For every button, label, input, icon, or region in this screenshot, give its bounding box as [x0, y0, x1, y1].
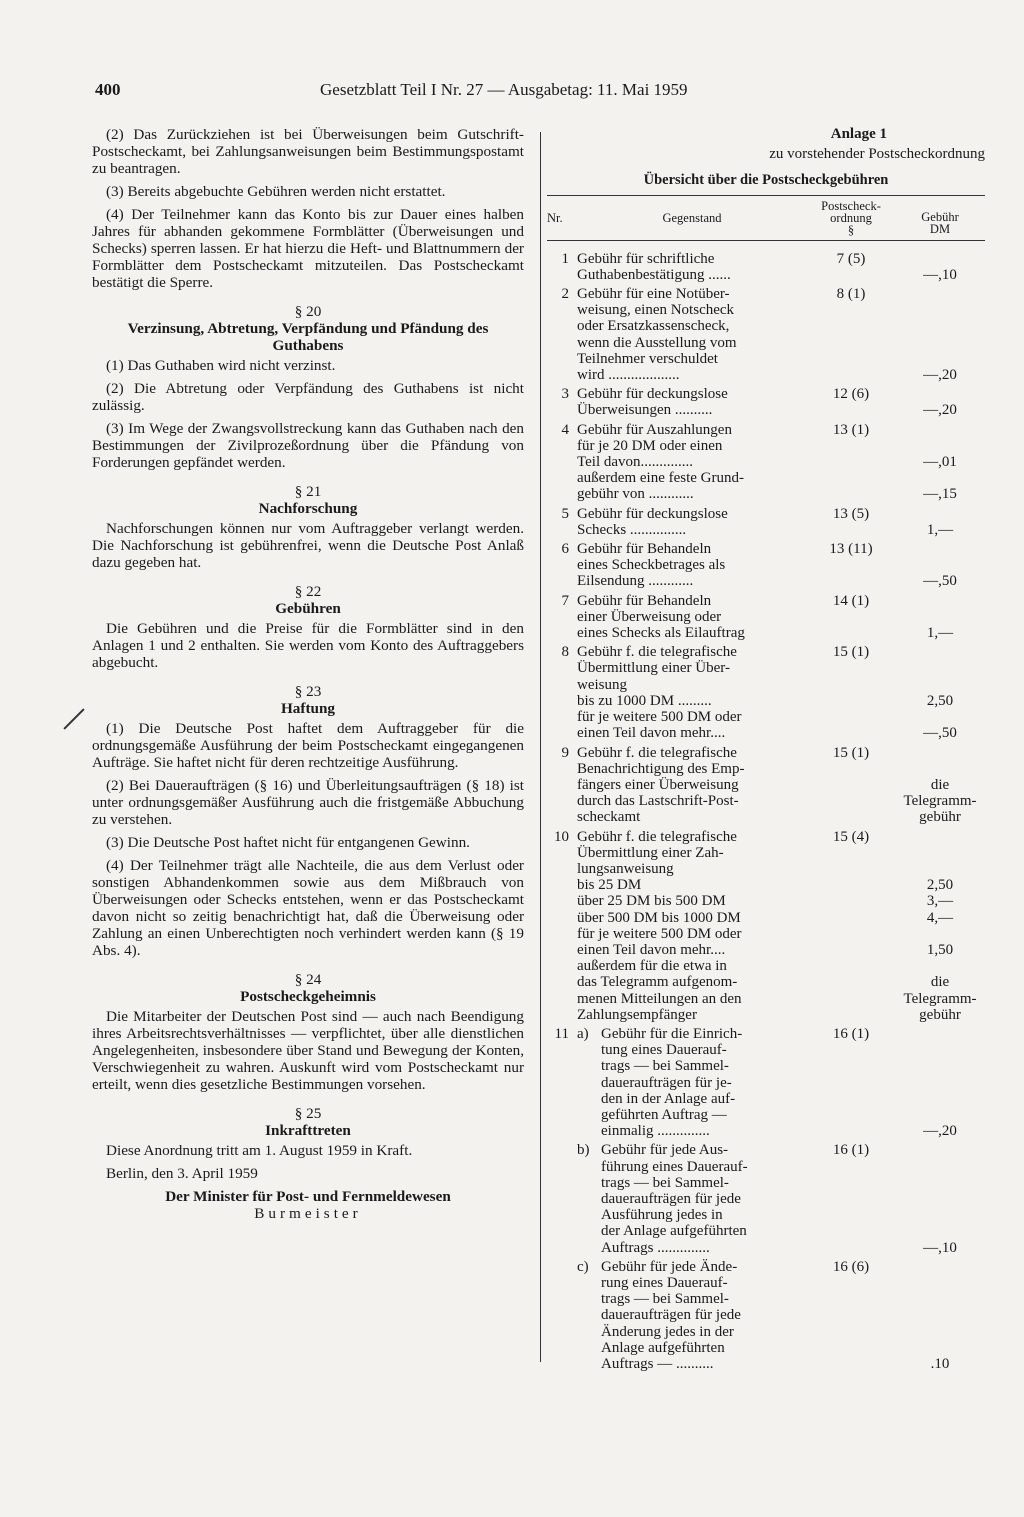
fee-row-number — [547, 1142, 577, 1255]
paragraph: (1) Die Deutsche Post haftet dem Auftraggeber für die ordnungsgemäße Ausführung der beim Postscheckamt eingegangenen Aufträge. Sie haftet nicht für deren rechtzeitige Ausführung. — [92, 720, 524, 771]
fee-row-number: 8 — [561, 644, 569, 661]
fee-row-number: 9 — [561, 744, 569, 761]
fee-row-description: Gebühr f. die telegrafische Übermittlung einer Zah- lungsanweisung bis 25 DM über 25 DM bis 500 DM über 500 DM bis 1000 DM für je weitere 500 DM oder einen Teil davon mehr.... außerdem für die etwa in das Telegramm aufgenom- menen Mitteilungen an den Zahlungsempfänger — [577, 828, 742, 1023]
fee-row-paragraph: 16 (6) — [832, 1258, 870, 1275]
column-divider — [540, 132, 541, 1362]
fee-row — [547, 1259, 985, 1372]
fee-row — [547, 1026, 985, 1139]
gazette-title: Gesetzblatt Teil I Nr. 27 — Ausgabetag: 11. Mai 1959 — [320, 80, 688, 99]
fee-row-paragraph: 16 (1) — [832, 1142, 870, 1159]
header-ordnung-line: Postscheck- — [821, 198, 881, 213]
fee-row — [547, 644, 985, 741]
section-title: Verzinsung, Abtretung, Verpfändung und Pfändung des Guthabens — [127, 320, 489, 354]
fee-row — [547, 386, 985, 418]
fee-row-number: 10 — [554, 828, 569, 845]
fee-row-description: Gebühr für jede Ände- rung eines Dauerauf- trags — bei Sammel- daueraufträgen für jede Änderung jedes in der Anlage aufgeführten Auftrags — .......... — [601, 1258, 741, 1373]
paragraph: (3) Die Deutsche Post haftet nicht für entgangenen Gewinn. — [106, 834, 470, 851]
header-gebuehr — [895, 201, 985, 235]
fee-row-description: Gebühr für Behandeln einer Überweisung oder eines Schecks als Eilauftrag — [577, 592, 745, 642]
fee-row-number: 11 — [554, 1025, 569, 1042]
fee-row-paragraph: 7 (5) — [836, 250, 866, 267]
fee-row-description: Gebühr für deckungslose Überweisungen .......... — [577, 386, 728, 419]
header-gegenstand: Gegenstand — [662, 210, 722, 225]
fee-row-number: 5 — [561, 505, 569, 522]
paragraph: Nachforschungen können nur vom Auftraggeber verlangt werden. Die Nachforschung ist gebührenfrei, wenn die Deutsche Post Anlaß dazu gegeben hat. — [92, 520, 524, 571]
paragraph: (1) Das Guthaben wird nicht verzinst. — [106, 357, 336, 374]
fee-row-sub: a) — [577, 1025, 589, 1042]
fee-row-paragraph: 13 (5) — [832, 505, 870, 522]
section-title: Postscheckgeheimnis — [240, 988, 376, 1005]
section-number: § 24 — [294, 971, 322, 988]
header-ordnung-line: § — [847, 222, 855, 237]
fee-row-amount: —,20 — [923, 367, 957, 384]
anlage-title: Anlage 1 — [830, 126, 887, 142]
fee-row-amount: 1,— — [926, 521, 954, 538]
right-column — [547, 126, 985, 1375]
fee-row — [547, 829, 985, 1023]
section-number: § 23 — [294, 683, 322, 700]
fee-row-amount: 2,50 3,— 4,— 1,50 die Telegramm- gebühr — [903, 877, 977, 1023]
fee-row-paragraph: 13 (11) — [829, 541, 873, 558]
page-header — [95, 80, 985, 106]
fee-row-paragraph: 15 (1) — [832, 644, 870, 661]
fee-row-paragraph: 12 (6) — [832, 386, 870, 403]
fee-row — [547, 251, 985, 283]
signature-minister: Der Minister für Post- und Fernmeldewesen — [165, 1188, 451, 1205]
paragraph: Die Mitarbeiter der Deutschen Post sind — auch nach Beendigung ihres Arbeitsrechtsverhältnisses — verpflichtet, über alle dienstlichen Angelegenheiten, insbesondere über Stand und Bewegung der Konten, Verschwiegenheit zu wahren. Auskunft wird vom Postscheckamt nur erteilt, wenn dies gesetzliche Bestimmungen vorsehen. — [92, 1008, 524, 1093]
fee-row-paragraph: 15 (1) — [832, 744, 870, 761]
section-title: Nachforschung — [258, 500, 358, 517]
fee-row-paragraph: 8 (1) — [836, 286, 866, 303]
fee-row-description: Gebühr f. die telegrafische Übermittlung einer Über- weisung bis zu 1000 DM ......... für je weitere 500 DM oder einen Teil davon mehr.... — [577, 644, 742, 742]
signature-place-date: Berlin, den 3. April 1959 — [106, 1165, 258, 1182]
section-title: Gebühren — [275, 600, 341, 617]
header-gebuehr-line: Gebühr — [921, 209, 959, 224]
page-number: 400 — [95, 80, 121, 99]
paragraph: (2) Bei Daueraufträgen (§ 16) und Überleitungsaufträgen (§ 18) ist unter ordnungsgemäßer Ausführung auch die fristgemäße Abbuchung zu verstehen. — [92, 777, 524, 828]
paragraph: (3) Im Wege der Zwangsvollstreckung kann das Guthaben nach den Bestimmungen der Zivilprozeßordnung über die Pfändung von Forderungen gepfändet werden. — [92, 420, 524, 471]
header-nr: Nr. — [547, 210, 563, 225]
fee-row — [547, 745, 985, 826]
fee-row-paragraph: 16 (1) — [832, 1025, 870, 1042]
fee-row-amount: .10 — [930, 1356, 950, 1373]
anlage-subtitle: zu vorstehender Postscheckordnung — [769, 146, 985, 163]
table-header — [547, 196, 985, 240]
section-number: § 25 — [294, 1105, 322, 1122]
fee-row-amount: —,10 — [923, 266, 957, 283]
fee-row-number: 7 — [561, 592, 569, 609]
fee-row-description: Gebühr für deckungslose Schecks ............... — [577, 505, 728, 538]
section-number: § 22 — [294, 583, 322, 600]
paragraph: Diese Anordnung tritt am 1. August 1959 in Kraft. — [106, 1142, 413, 1159]
fee-row-description: Gebühr für Auszahlungen für je 20 DM oder einen Teil davon.............. außerdem eine feste Grund- gebühr von ............ — [577, 421, 745, 503]
fee-row — [547, 541, 985, 590]
paragraph: Die Gebühren und die Preise für die Formblätter sind in den Anlagen 1 und 2 enthalten. Sie werden vom Konto des Auftraggebers abgebucht. — [92, 620, 524, 671]
paragraph: (3) Bereits abgebuchte Gebühren werden nicht erstattet. — [106, 183, 446, 200]
fee-row-amount: die Telegramm- gebühr — [903, 776, 977, 826]
fee-row-description: Gebühr für eine Notüber- weisung, einen Notscheck oder Ersatzkassenscheck, wenn die Ausstellung vom Teilnehmer verschuldet wird ................... — [577, 286, 737, 384]
header-gebuehr-line: DM — [929, 221, 951, 236]
fee-row — [547, 593, 985, 642]
fee-row-description: Gebühr für Behandeln eines Scheckbetrages als Eilsendung ............ — [577, 541, 726, 590]
fee-row-amount: —,10 — [923, 1239, 957, 1256]
fee-row-description: Gebühr f. die telegrafische Benachrichtigung des Emp- fängers einer Überweisung durch das Lastschrift-Post- scheckamt — [577, 744, 745, 826]
fee-row-amount: 1,— — [926, 625, 954, 642]
fee-row-amount: 2,50 —,50 — [923, 692, 957, 742]
fee-row-description: Gebühr für die Einrich- tung eines Dauerauf- trags — bei Sammel- daueraufträgen für je- den in der Anlage auf- geführten Auftrag — einmalig .............. — [601, 1025, 743, 1140]
section-number: § 20 — [294, 303, 322, 320]
signature-name: Burmeister — [254, 1205, 362, 1222]
fee-row — [547, 422, 985, 503]
section-number: § 21 — [294, 483, 322, 500]
margin-pencil-mark — [63, 708, 84, 729]
fee-row-paragraph: 14 (1) — [832, 592, 870, 609]
header-ordnung-line: ordnung — [830, 210, 872, 225]
fee-row-amount: —,20 — [923, 402, 957, 419]
fee-row — [547, 286, 985, 383]
section-title: Haftung — [280, 700, 335, 717]
fee-table-body — [547, 241, 985, 1373]
fee-row-sub: c) — [577, 1258, 589, 1275]
fee-row-amount: —,01 —,15 — [923, 454, 957, 503]
fee-row-amount: —,50 — [923, 573, 957, 590]
section-title: Inkrafttreten — [265, 1122, 351, 1139]
fee-row-number — [547, 1259, 577, 1372]
paragraph: (4) Der Teilnehmer trägt alle Nachteile, die aus dem Verlust oder sonstigen Abhandenkommen sowie aus dem Mißbrauch von Überweisungen oder Schecks entstehen, wenn er das Postscheckamt davon nicht so zeitig benachrichtigt hat, daß die Überweisung oder Zahlung an einen Unberechtigten noch verhindert werden kann (§ 19 Abs. 4). — [92, 857, 524, 959]
fee-row-paragraph: 13 (1) — [832, 421, 870, 438]
header-ordnung — [807, 200, 895, 236]
fee-row-number: 2 — [561, 286, 569, 303]
fee-row-number: 4 — [561, 421, 569, 438]
fee-row — [547, 506, 985, 538]
paragraph: (2) Die Abtretung oder Verpfändung des Guthabens ist nicht zulässig. — [92, 380, 524, 414]
fee-row-description: Gebühr für schriftliche Guthabenbestätigung ...... — [577, 250, 731, 283]
fee-row-sub: b) — [577, 1142, 590, 1159]
paragraph: (4) Der Teilnehmer kann das Konto bis zur Dauer eines halben Jahres für abhanden gekommene Formblätter (Überweisungen und Schecks) sperren lassen. Er hat hierzu die Heft- und Blattnummern der Formblätter dem Postscheckamt mitzuteilen. Das Postscheckamt bestätigt die Sperre. — [92, 206, 524, 291]
fee-row-description: Gebühr für jede Aus- führung eines Dauerauf- trags — bei Sammel- daueraufträgen für jede Ausführung jedes in der Anlage aufgeführten Auftrags .............. — [601, 1142, 748, 1256]
fee-row-number: 3 — [561, 386, 569, 403]
fee-row-amount: —,20 — [923, 1123, 957, 1140]
fee-row-number: 6 — [561, 541, 569, 558]
fee-row — [547, 1142, 985, 1255]
fee-row-paragraph: 15 (4) — [832, 828, 870, 845]
paragraph: (2) Das Zurückziehen ist bei Überweisungen beim Gutschrift-Postscheckamt, bei Zahlungsanweisungen beim Bestimmungspostamt zu beantragen. — [92, 126, 524, 177]
table-title: Übersicht über die Postscheckgebühren — [643, 172, 889, 189]
fee-row-number: 1 — [561, 250, 569, 267]
left-column — [92, 126, 524, 1222]
